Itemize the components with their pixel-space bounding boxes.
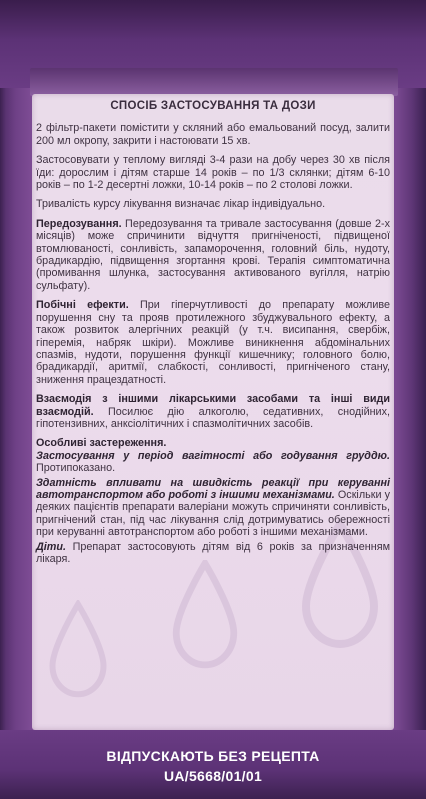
side-effects-text: При гіперчутливості до препарату можливе порушення сну та прояв протилежного збуджувального ефекту, а також розвиток алергічних реакцій (у т.ч. висипання, свербіж, гіперемія, набряк шкіри). Можливе виникнення абдомінальних спазмів, нудоти, порушення функції кишечнику; головного болю, брадикардії, аритмії, слабкості, сонливості, пригніченого стану, зниження працездатності.	[36, 299, 390, 386]
interactions-paragraph	[36, 393, 390, 430]
registration-number: UA/5668/01/01	[163, 768, 263, 784]
section-heading: СПОСІБ ЗАСТОСУВАННЯ ТА ДОЗИ	[110, 100, 316, 112]
children-label: Діти.	[36, 540, 66, 553]
driving-paragraph	[36, 477, 390, 539]
special-warnings-heading	[36, 437, 390, 449]
driving-label: Здатність впливати на швидкість реакції при керуванні автотранспортом або роботі з іншими механізмами.	[36, 476, 390, 501]
package-bottom-band	[0, 730, 426, 799]
interactions-label: Взаємодія з іншими лікарськими засобами та інші види взаємодій.	[36, 393, 390, 418]
overdose-label: Передозування.	[36, 217, 122, 230]
pregnancy-label: Застосування у період вагітності або годування груддю.	[36, 449, 390, 462]
dosage-paragraph: Застосовувати у теплому вигляді 3-4 рази на добу через 30 хв після їди: дорослим і дітям старше 14 років – по 1/3 склянки; дітям 6-10 років – по 1-2 десертні ложки, 10-14 років – по 2 столові ложки.	[36, 154, 390, 192]
side-effects-label: Побічні ефекти.	[36, 299, 129, 312]
overdose-paragraph	[36, 218, 390, 292]
drop-watermark-icon	[48, 600, 108, 700]
interactions-text: Посилює дію алкоголю, седативних, снодійних, гіпотензивних, анксіолітичних і спазмолітичних засобів.	[36, 405, 390, 430]
driving-text: Оскільки у деяких пацієнтів препарати валеріани можуть спричиняти сонливість, пригнічений стан, під час лікування слід дотримуватись обережності при керуванні автотранспортом або роботі з іншими механізмами.	[36, 488, 391, 539]
instructions-text	[36, 100, 390, 572]
duration-paragraph: Тривалість курсу лікування визначає лікар індивідуально.	[36, 198, 326, 211]
children-text: Препарат застосовують дітям від 6 років за призначенням лікаря.	[36, 540, 390, 565]
pregnancy-paragraph	[36, 450, 390, 475]
preparation-paragraph: 2 фільтр-пакети помістити у скляний або емальований посуд, залити 200 мл окропу, закрити і настоювати 15 хв.	[36, 122, 390, 147]
drop-watermark-icon	[170, 560, 240, 670]
special-warnings-label: Особливі застереження.	[36, 437, 167, 450]
otc-notice: ВІДПУСКАЮТЬ БЕЗ РЕЦЕПТА	[106, 748, 320, 764]
package-top-edge	[30, 68, 398, 96]
side-effects-paragraph	[36, 299, 390, 386]
overdose-text: Передозування та тривале застосування (довше 2-х місяців) може спричинити відчуття пригніченості, підвищеної втомлюваності, сонливість, запаморочення, головний біль, нудоту, брадикардію, підвищення згортання крові. Терапія симптоматична (промивання шлунка, застосування активованого вугілля, натрію сульфату).	[36, 217, 390, 292]
children-paragraph	[36, 541, 390, 566]
pregnancy-text: Протипоказано.	[36, 462, 116, 475]
